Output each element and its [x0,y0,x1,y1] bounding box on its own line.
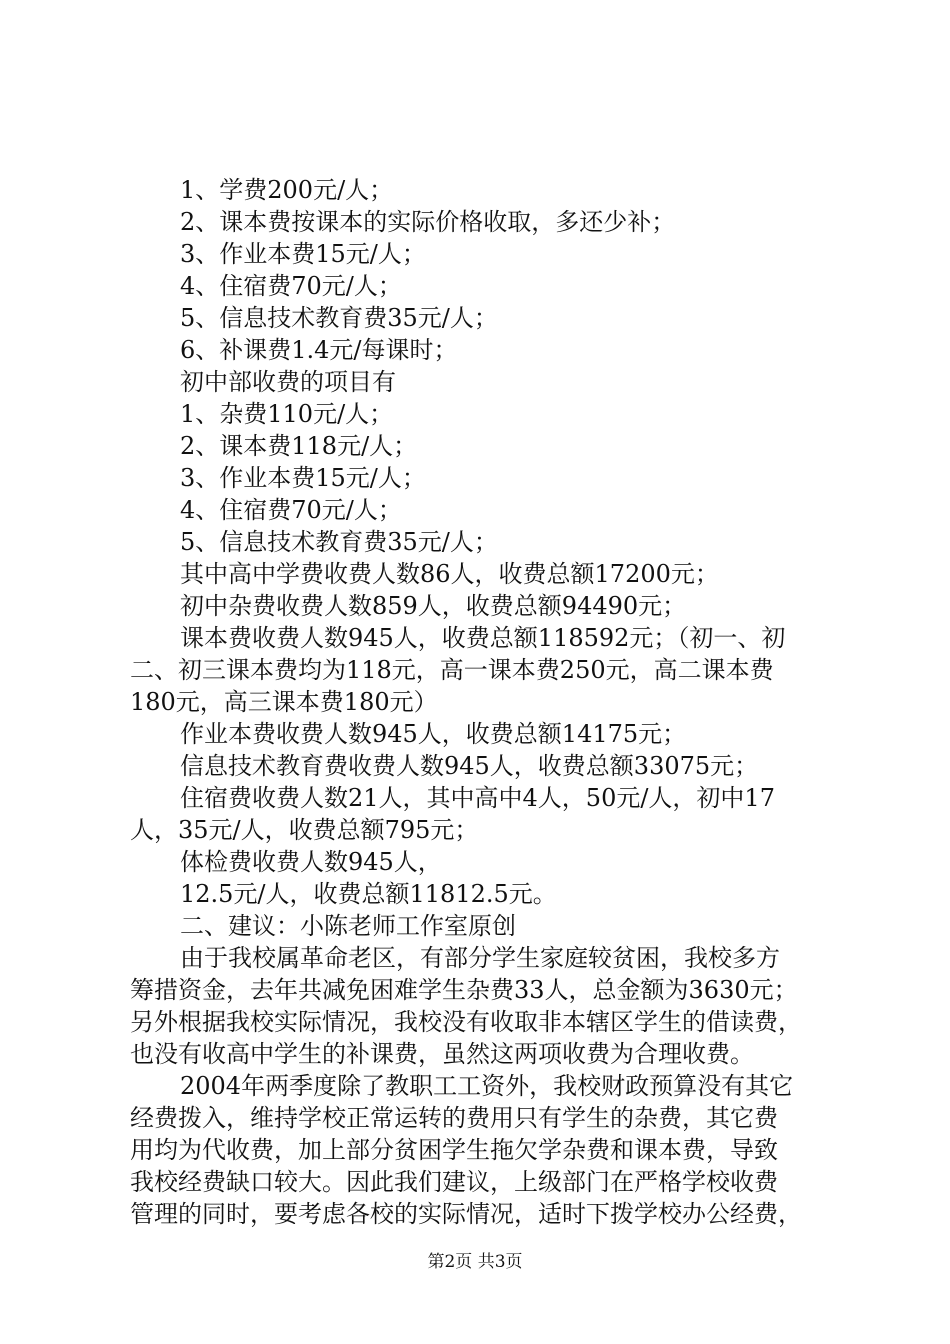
text-line: 作业本费收费人数945人，收费总额14175元； [180,720,687,748]
text-line: 也没有收高中学生的补课费，虽然这两项收费为合理收费。 [130,1040,754,1068]
text-line: 人，35元/人，收费总额795元； [130,816,479,844]
text-line: 4、住宿费70元/人； [180,496,402,524]
text-line: 3、作业本费15元/人； [180,464,426,492]
text-line: 用均为代收费，加上部分贫困学生拖欠学杂费和课本费，导致 [130,1136,778,1164]
text-line: 1、杂费110元/人； [180,400,394,428]
text-line: 其中高中学费收费人数86人，收费总额17200元； [180,560,719,588]
text-line: 1、学费200元/人； [180,176,394,204]
text-line: 180元，高三课本费180元） [130,688,438,716]
text-line: 二、建议：小陈老师工作室原创 [180,912,516,940]
text-line: 6、补课费1.4元/每课时； [180,336,458,364]
text-line: 经费拨入，维持学校正常运转的费用只有学生的杂费，其它费 [130,1104,778,1132]
text-line: 5、信息技术教育费35元/人； [180,528,498,556]
text-line: 2、课本费118元/人； [180,432,418,460]
text-line: 4、住宿费70元/人； [180,272,402,300]
text-line: 3、作业本费15元/人； [180,240,426,268]
text-line: 12.5元/人，收费总额11812.5元。 [180,880,557,908]
page-footer: 第2页 共3页 [427,1252,523,1272]
text-line: 体检费收费人数945人， [180,848,442,876]
text-line: 由于我校属革命老区，有部分学生家庭较贫困，我校多方 [180,944,780,972]
text-line: 初中部收费的项目有 [180,368,396,396]
text-line: 二、初三课本费均为118元，高一课本费250元，高二课本费 [130,656,774,684]
text-line: 2、课本费按课本的实际价格收取，多还少补； [180,208,676,236]
text-line: 我校经费缺口较大。因此我们建议，上级部门在严格学校收费 [130,1168,778,1196]
text-line: 另外根据我校实际情况，我校没有收取非本辖区学生的借读费， [130,1008,802,1036]
text-line: 管理的同时，要考虑各校的实际情况，适时下拨学校办公经费， [130,1200,802,1228]
text-line: 信息技术教育费收费人数945人，收费总额33075元； [180,752,759,780]
text-line: 筹措资金，去年共减免困难学生杂费33人，总金额为3630元； [130,976,798,1004]
text-line: 2004年两季度除了教职工工资外，我校财政预算没有其它 [180,1072,794,1100]
text-line: 住宿费收费人数21人，其中高中4人，50元/人，初中17 [180,784,775,812]
text-line: 课本费收费人数945人，收费总额118592元；（初一、初 [180,624,786,652]
text-line: 初中杂费收费人数859人，收费总额94490元； [180,592,687,620]
text-line: 5、信息技术教育费35元/人； [180,304,498,332]
document-body [130,174,830,1230]
